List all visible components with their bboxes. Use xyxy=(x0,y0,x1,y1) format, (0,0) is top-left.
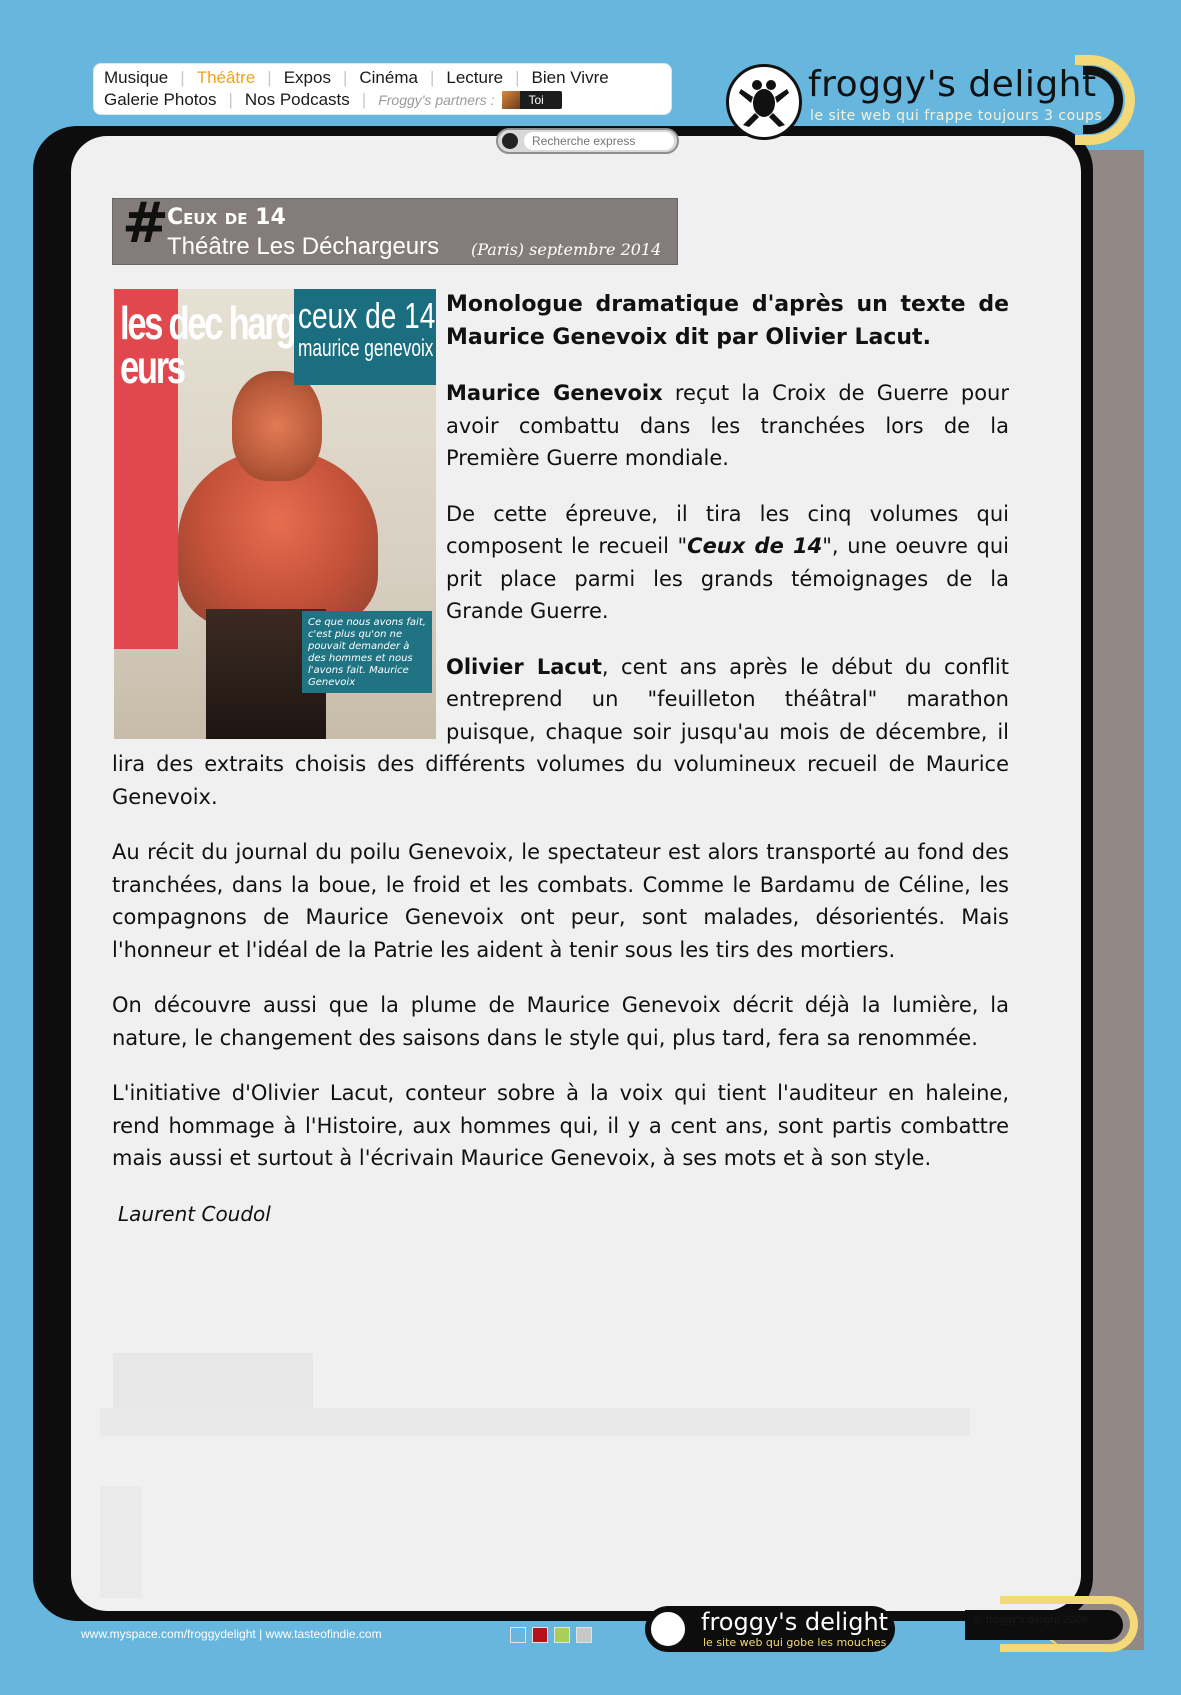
nav-cinema[interactable]: Cinéma xyxy=(359,68,418,87)
nav-theatre[interactable]: Théâtre xyxy=(196,68,256,87)
footer-logo-tagline: le site web qui gobe les mouches xyxy=(703,1636,887,1649)
partners-label: Froggy's partners : xyxy=(378,92,495,108)
color-theme-swatches xyxy=(510,1627,592,1643)
nav-row-2 xyxy=(104,90,562,110)
search-frog-icon xyxy=(502,133,518,149)
copyright: © froggy's delight 2008 xyxy=(975,1614,1088,1626)
person-name: Olivier Lacut xyxy=(446,654,602,679)
frog-icon xyxy=(649,1610,687,1648)
site-logo-title[interactable]: froggy's delight xyxy=(808,64,1097,105)
show-details: (Paris) septembre 2014 xyxy=(471,240,662,259)
nav-separator: | xyxy=(180,68,185,87)
nav-separator: | xyxy=(515,68,520,87)
search-input[interactable] xyxy=(524,132,674,150)
show-venue: Théâtre Les Déchargeurs xyxy=(167,233,440,260)
paragraph-text: , cent ans après le début du conflit entreprend un "feuilleton théâtral" marathon puisque, chaque soir jusqu'au mois de décembre, il lira des extraits choisis des différents volumes du volumineux recueil de Maurice Genevoix. xyxy=(112,654,1009,809)
partner-badge-label: Toi xyxy=(528,93,544,107)
nav-separator: | xyxy=(429,68,435,87)
nav-separator: | xyxy=(342,68,348,87)
article-author: Laurent Coudol xyxy=(118,1201,271,1226)
nav-separator: | xyxy=(267,68,272,87)
nav-galerie-photos[interactable]: Galerie Photos xyxy=(104,90,217,109)
poster-quote: Ce que nous avons fait, c'est plus qu'on ne pouvait demander à des hommes et nous l'avons fait. Maurice Genevoix xyxy=(302,611,432,693)
nav-musique[interactable]: Musique xyxy=(104,68,169,87)
nav-separator: | xyxy=(361,90,367,109)
hash-icon: # xyxy=(122,190,169,256)
main-nav xyxy=(93,63,672,115)
empty-block xyxy=(100,1408,970,1436)
theme-swatch-green[interactable] xyxy=(554,1627,570,1643)
article-title-banner xyxy=(112,190,678,265)
paragraph-text: De cette épreuve, il tira les cinq volumes qui composent le recueil " xyxy=(446,501,1009,558)
nav-expos[interactable]: Expos xyxy=(283,68,331,87)
paragraph-text: ", une oeuvre qui prit place parmi les grands témoignages de la Grande Guerre. xyxy=(446,534,1009,623)
theme-swatch-red[interactable] xyxy=(532,1627,548,1643)
nav-row-1 xyxy=(104,68,609,88)
theme-swatch-blue[interactable] xyxy=(510,1627,526,1643)
partner-thumbnail xyxy=(502,91,520,109)
person-name: Maurice Genevoix xyxy=(446,381,663,405)
poster-theatre-name: les dec harg eurs xyxy=(120,297,295,393)
poster-title: ceux de 14 xyxy=(298,295,436,336)
article-paragraph: On découvre aussi que la plume de Maurice Genevoix décrit déjà la lumière, la nature, le changement des saisons dans le style qui, plus tard, fera sa renommée. xyxy=(112,993,1009,1050)
article-body xyxy=(112,289,1009,1230)
footer-logo-title: froggy's delight xyxy=(701,1608,889,1636)
nav-bien-vivre[interactable]: Bien Vivre xyxy=(531,68,609,87)
article-paragraph: L'initiative d'Olivier Lacut, conteur sobre à la voix qui tient l'auditeur en haleine, rend hommage à l'Histoire, aux hommes qui, il y a cent ans, sont partis combattre mais aussi et surtout à l'écrivain Maurice Genevoix, à ses mots et à son style. xyxy=(112,1081,1009,1170)
footer-logo[interactable] xyxy=(645,1606,895,1652)
empty-block xyxy=(113,1353,313,1408)
frog-logo-icon[interactable] xyxy=(726,64,802,140)
poster-spacer xyxy=(112,289,446,741)
theme-swatch-grey[interactable] xyxy=(576,1627,592,1643)
poster-subtitle: maurice genevoix xyxy=(298,335,434,362)
nav-nos-podcasts[interactable]: Nos Podcasts xyxy=(244,90,350,109)
nav-lecture[interactable]: Lecture xyxy=(446,68,504,87)
article-paragraph: Au récit du journal du poilu Genevoix, le spectateur est alors transporté au fond des tranchées, dans la boue, le froid et les combats. Comme le Bardamu de Céline, les compagnons de Maurice Genevoix ont peur, sont malades, désorientés. Mais l'honneur et l'idéal de la Patrie les aident à tenir sous les tirs des mortiers. xyxy=(112,840,1009,962)
show-title: Ceux de 14 xyxy=(167,205,286,230)
partner-toi-badge[interactable] xyxy=(502,91,562,109)
footer-links[interactable]: www.myspace.com/froggydelight | www.tasteofindie.com xyxy=(81,1627,382,1641)
paragraph-text: reçut la Croix de Guerre pour avoir combattu dans les tranchées lors de la Première Guerre mondiale. xyxy=(446,381,1009,470)
work-title: Ceux de 14 xyxy=(687,534,823,558)
search-box xyxy=(496,128,679,154)
empty-block xyxy=(100,1486,142,1598)
article-lead: Monologue dramatique d'après un texte de Maurice Genevoix dit par Olivier Lacut. xyxy=(446,292,1009,350)
nav-separator: | xyxy=(228,90,233,109)
site-logo-tagline: le site web qui frappe toujours 3 coups xyxy=(810,108,1103,124)
frog-icon xyxy=(729,67,799,137)
